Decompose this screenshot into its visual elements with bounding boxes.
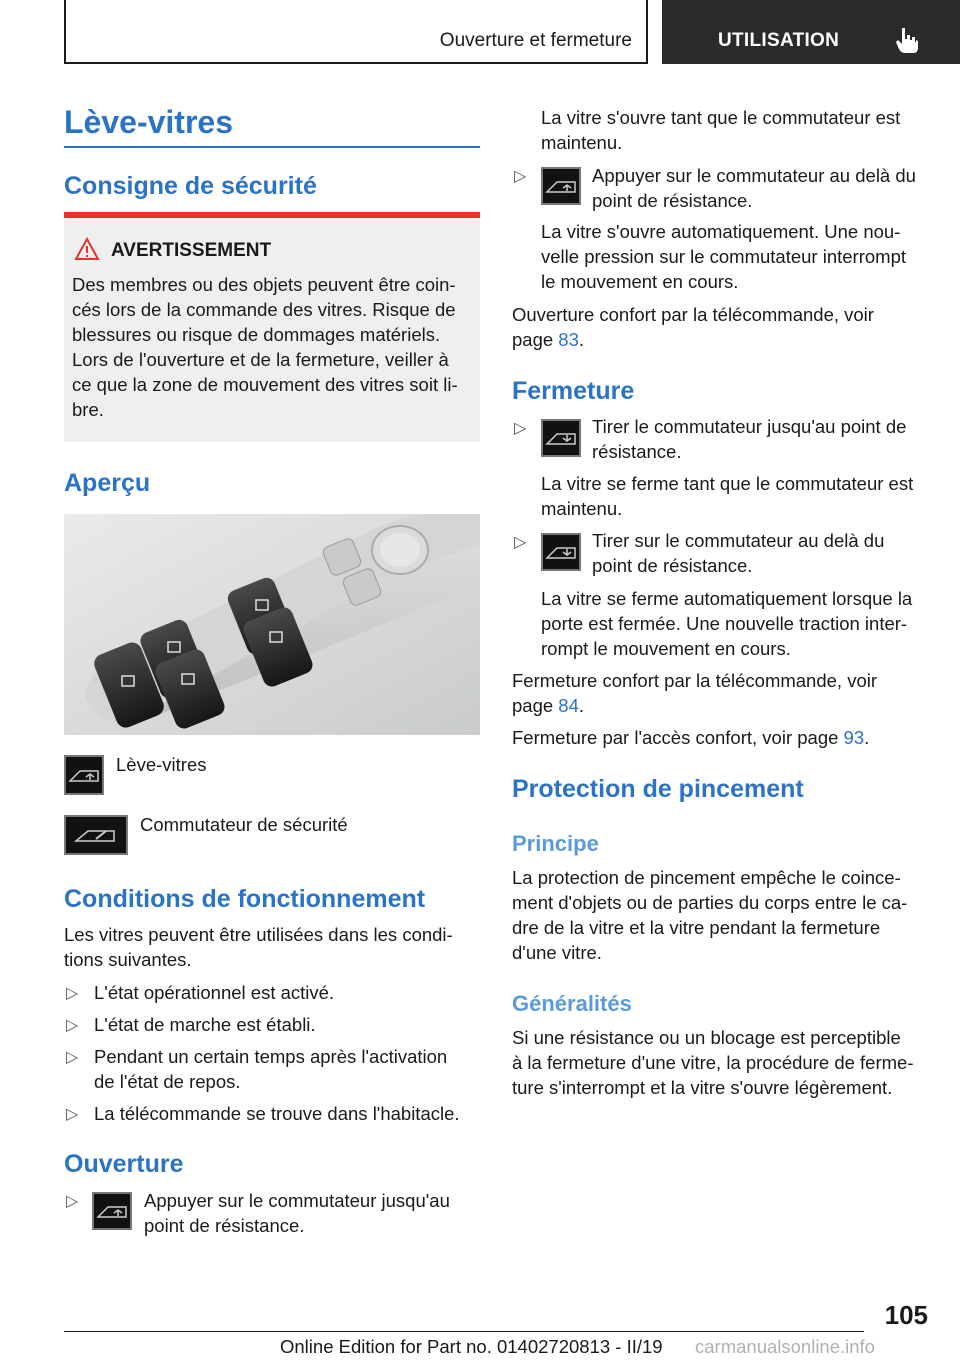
text-line: point de résistance. bbox=[144, 1215, 305, 1236]
page-title: Lève-vitres bbox=[64, 104, 233, 140]
watermark: carmanualsonline.info bbox=[695, 1336, 875, 1357]
text-line: La vitre se ferme tant que le commutateur est bbox=[541, 473, 914, 494]
punctuation: . bbox=[864, 727, 870, 748]
text-line: ment d'objets ou de parties du corps entre le ca- bbox=[512, 892, 908, 913]
text-line: porte est fermée. Une nouvelle traction inter- bbox=[541, 613, 908, 634]
text-line: résistance. bbox=[592, 441, 682, 462]
text-line: maintenu. bbox=[541, 132, 623, 153]
bullet-triangle-icon: ▷ bbox=[66, 1017, 79, 1034]
principle-text bbox=[512, 865, 907, 965]
conditions-intro bbox=[64, 922, 480, 972]
page-link[interactable]: 93 bbox=[843, 727, 865, 748]
overview-item-label: Lève-vitres bbox=[116, 754, 207, 775]
text-line bbox=[512, 327, 874, 352]
bullet-triangle-icon: ▷ bbox=[66, 985, 79, 1002]
title-rule bbox=[64, 146, 480, 148]
warning-line: Des membres ou des objets peuvent être coin- bbox=[72, 274, 456, 295]
opening-heading: Ouverture bbox=[64, 1150, 184, 1178]
bullet-triangle-icon: ▷ bbox=[66, 1049, 79, 1066]
footer-rule bbox=[64, 1331, 864, 1332]
text-line: d'une vitre. bbox=[512, 942, 602, 963]
text-line bbox=[512, 693, 877, 718]
bullet-triangle-icon: ▷ bbox=[514, 534, 527, 551]
text-line: Appuyer sur le commutateur jusqu'au bbox=[144, 1190, 450, 1211]
window-lift-icon bbox=[541, 533, 581, 571]
opening-step-result bbox=[541, 105, 900, 155]
window-lift-icon bbox=[92, 1192, 132, 1230]
overview-item-label: Commutateur de sécurité bbox=[140, 814, 348, 835]
text-line: de l'état de repos. bbox=[94, 1071, 241, 1092]
text-line: Tirer sur le commutateur au delà du bbox=[592, 530, 885, 551]
safety-heading: Consigne de sécurité bbox=[64, 172, 317, 200]
hand-pointer-icon bbox=[894, 26, 920, 54]
header-section-box bbox=[64, 0, 648, 64]
bullet-triangle-icon: ▷ bbox=[66, 1193, 79, 1210]
conditions-heading: Conditions de fonctionnement bbox=[64, 885, 426, 913]
opening-step bbox=[592, 163, 916, 213]
closing-step bbox=[592, 528, 884, 578]
closing-step bbox=[592, 414, 906, 464]
closing-step-result bbox=[541, 586, 912, 661]
page-prefix: page bbox=[512, 329, 554, 350]
condition-item: La télécommande se trouve dans l'habitacle. bbox=[94, 1103, 460, 1124]
text-line: tions suivantes. bbox=[64, 949, 192, 970]
bullet-triangle-icon: ▷ bbox=[66, 1106, 79, 1123]
warning-triangle-icon bbox=[74, 237, 100, 261]
warning-line: cés lors de la commande des vitres. Risque de bbox=[72, 299, 456, 320]
text-line: Ouverture confort par la télécommande, voir bbox=[512, 304, 874, 325]
principle-heading: Principe bbox=[512, 831, 599, 856]
text-line: point de résistance. bbox=[592, 555, 753, 576]
text-line: point de résistance. bbox=[592, 190, 753, 211]
text-line: rompt le mouvement en cours. bbox=[541, 638, 791, 659]
header-chapter-box bbox=[662, 0, 960, 64]
warning-line: blessures ou risque de dommages matériels. bbox=[72, 324, 441, 345]
page-link[interactable]: 83 bbox=[558, 329, 579, 350]
condition-item: L'état opérationnel est activé. bbox=[94, 982, 335, 1003]
text-line: La vitre s'ouvre automatiquement. Une nou- bbox=[541, 221, 901, 242]
text-line: Fermeture confort par la télécommande, voir bbox=[512, 670, 878, 691]
bullet-triangle-icon: ▷ bbox=[514, 168, 527, 185]
warning-line: Lors de l'ouverture et de la fermeture, veiller à bbox=[72, 349, 449, 370]
pinch-heading: Protection de pincement bbox=[512, 775, 804, 803]
condition-item bbox=[94, 1044, 447, 1094]
text-line: La protection de pincement empêche le coince- bbox=[512, 867, 901, 888]
footer-edition: Online Edition for Part no. 01402720813 - II/19 bbox=[280, 1336, 663, 1357]
punctuation: . bbox=[578, 695, 585, 716]
overview-heading: Aperçu bbox=[64, 469, 151, 497]
warning-line: ce que la zone de mouvement des vitres soit li- bbox=[72, 374, 458, 395]
header-chapter-title: UTILISATION bbox=[718, 30, 840, 51]
text-line: Tirer le commutateur jusqu'au point de bbox=[592, 416, 907, 437]
closing-access-text bbox=[512, 725, 869, 750]
general-text bbox=[512, 1025, 913, 1100]
warning-title: AVERTISSEMENT bbox=[111, 240, 272, 261]
bullet-triangle-icon: ▷ bbox=[514, 420, 527, 437]
text-line: Appuyer sur le commutateur au delà du bbox=[592, 165, 916, 186]
text-line: Les vitres peuvent être utilisées dans les condi- bbox=[64, 924, 453, 945]
text-line: La vitre se ferme automatiquement lorsque la bbox=[541, 588, 913, 609]
condition-item: L'état de marche est établi. bbox=[94, 1014, 316, 1035]
closing-step-result bbox=[541, 471, 913, 521]
safety-switch-icon bbox=[64, 815, 128, 855]
opening-step bbox=[144, 1188, 450, 1238]
page-number: 105 bbox=[884, 1300, 928, 1330]
warning-line: bre. bbox=[72, 399, 104, 420]
text-line: ture s'interrompt et la vitre s'ouvre légèrement. bbox=[512, 1077, 893, 1098]
text-line: maintenu. bbox=[541, 498, 623, 519]
warning-bar bbox=[64, 212, 480, 218]
text-line: Pendant un certain temps après l'activation bbox=[94, 1046, 448, 1067]
general-heading: Généralités bbox=[512, 991, 632, 1016]
closing-comfort-text bbox=[512, 668, 877, 718]
text-line: Fermeture par l'accès confort, voir page bbox=[512, 727, 839, 748]
page-link[interactable]: 84 bbox=[558, 695, 579, 716]
window-lift-icon bbox=[541, 167, 581, 205]
header-section-title: Ouverture et fermeture bbox=[439, 30, 632, 51]
page-prefix: page bbox=[512, 695, 554, 716]
window-switch-photo bbox=[64, 514, 480, 735]
warning-text bbox=[72, 272, 476, 422]
text-line: Si une résistance ou un blocage est perceptible bbox=[512, 1027, 901, 1048]
punctuation: . bbox=[578, 329, 585, 350]
warning-box bbox=[64, 212, 480, 442]
window-lift-icon bbox=[541, 419, 581, 457]
text-line: velle pression sur le commutateur interrompt bbox=[541, 246, 907, 267]
text-line: le mouvement en cours. bbox=[541, 271, 739, 292]
text-line: dre de la vitre et la vitre pendant la fermeture bbox=[512, 917, 881, 938]
text-line: La vitre s'ouvre tant que le commutateur est bbox=[541, 107, 901, 128]
opening-comfort-text bbox=[512, 302, 874, 352]
text-line: à la fermeture d'une vitre, la procédure de ferme- bbox=[512, 1052, 914, 1073]
closing-heading: Fermeture bbox=[512, 377, 635, 405]
window-lift-icon bbox=[64, 755, 104, 795]
opening-step-result bbox=[541, 219, 906, 294]
